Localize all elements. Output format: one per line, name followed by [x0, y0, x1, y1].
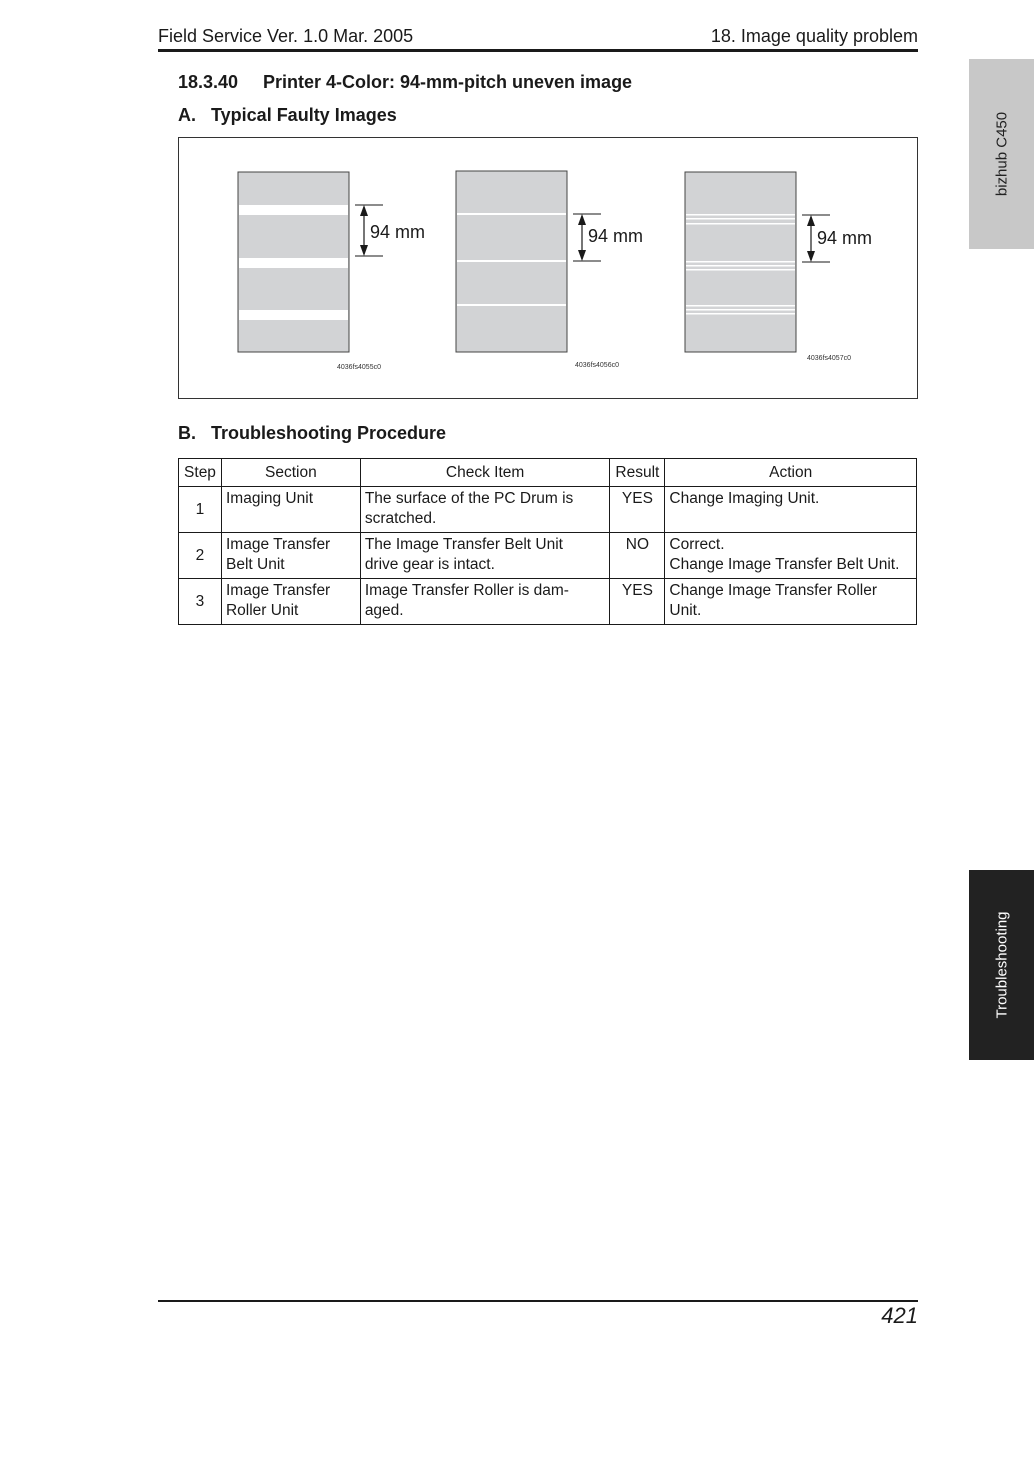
header-right: 18. Image quality problem [710, 26, 918, 46]
action-cell: Change Imaging Unit. [665, 487, 917, 533]
side-tab-troubleshooting[interactable] [969, 870, 1034, 1060]
column-header-result: Result [610, 459, 665, 487]
result-cell: YES [610, 579, 665, 625]
troubleshooting-table [178, 458, 917, 625]
section-cell: Image Transfer Belt Unit [221, 533, 360, 579]
result-cell: YES [610, 487, 665, 533]
section-cell: Imaging Unit [221, 487, 360, 533]
section-title: Printer 4-Color: 94-mm-pitch uneven image [263, 72, 633, 92]
dimension-label-2: 94 mm [588, 226, 644, 246]
step-cell: 3 [179, 579, 222, 625]
faulty-sheet-2 [456, 171, 601, 352]
action-cell: Change Image Transfer Roller Unit. [665, 579, 917, 625]
footer-rule [158, 1300, 918, 1302]
faulty-images-illustration [179, 138, 917, 398]
part-a-title: Typical Faulty Images [211, 105, 397, 125]
column-header-step: Step [179, 459, 222, 487]
side-tab-model[interactable] [969, 59, 1034, 249]
column-header-section: Section [221, 459, 360, 487]
check-item-cell: The Image Transfer Belt Unit drive gear is intact. [360, 533, 610, 579]
page-number: 421 [881, 1303, 918, 1328]
part-a-letter: A. [178, 105, 196, 125]
faulty-images-figure [178, 137, 918, 399]
side-tab-model-label: bizhub C450 [993, 111, 1010, 197]
check-item-cell: Image Transfer Roller is dam- aged. [360, 579, 610, 625]
table-row [179, 579, 917, 625]
faulty-sheet-3 [685, 172, 830, 352]
faulty-sheet-1 [238, 172, 383, 352]
column-header-action: Action [665, 459, 917, 487]
dimension-label-1: 94 mm [370, 222, 426, 242]
column-header-check-item: Check Item [360, 459, 610, 487]
section-cell: Image Transfer Roller Unit [221, 579, 360, 625]
header-rule [158, 49, 918, 52]
figure-code-2: 4036fs4056c0 [575, 362, 619, 369]
figure-code-3: 4036fs4057c0 [807, 355, 851, 362]
side-tab-troubleshooting-label: Troubleshooting [993, 911, 1010, 1019]
table-row [179, 533, 917, 579]
part-b-letter: B. [178, 423, 196, 443]
dimension-label-3: 94 mm [817, 228, 873, 248]
step-cell: 1 [179, 487, 222, 533]
section-heading [178, 72, 632, 93]
check-item-cell: The surface of the PC Drum is scratched. [360, 487, 610, 533]
part-a-heading [178, 105, 397, 126]
header-left: Field Service Ver. 1.0 Mar. 2005 [158, 26, 414, 46]
table-row [179, 487, 917, 533]
result-cell: NO [610, 533, 665, 579]
section-number: 18.3.40 [178, 72, 239, 92]
table-header-row [179, 459, 917, 487]
part-b-heading [178, 423, 446, 444]
figure-code-1: 4036fs4055c0 [337, 364, 381, 371]
action-cell: Correct. Change Image Transfer Belt Unit. [665, 533, 917, 579]
step-cell: 2 [179, 533, 222, 579]
part-b-title: Troubleshooting Procedure [211, 423, 447, 443]
